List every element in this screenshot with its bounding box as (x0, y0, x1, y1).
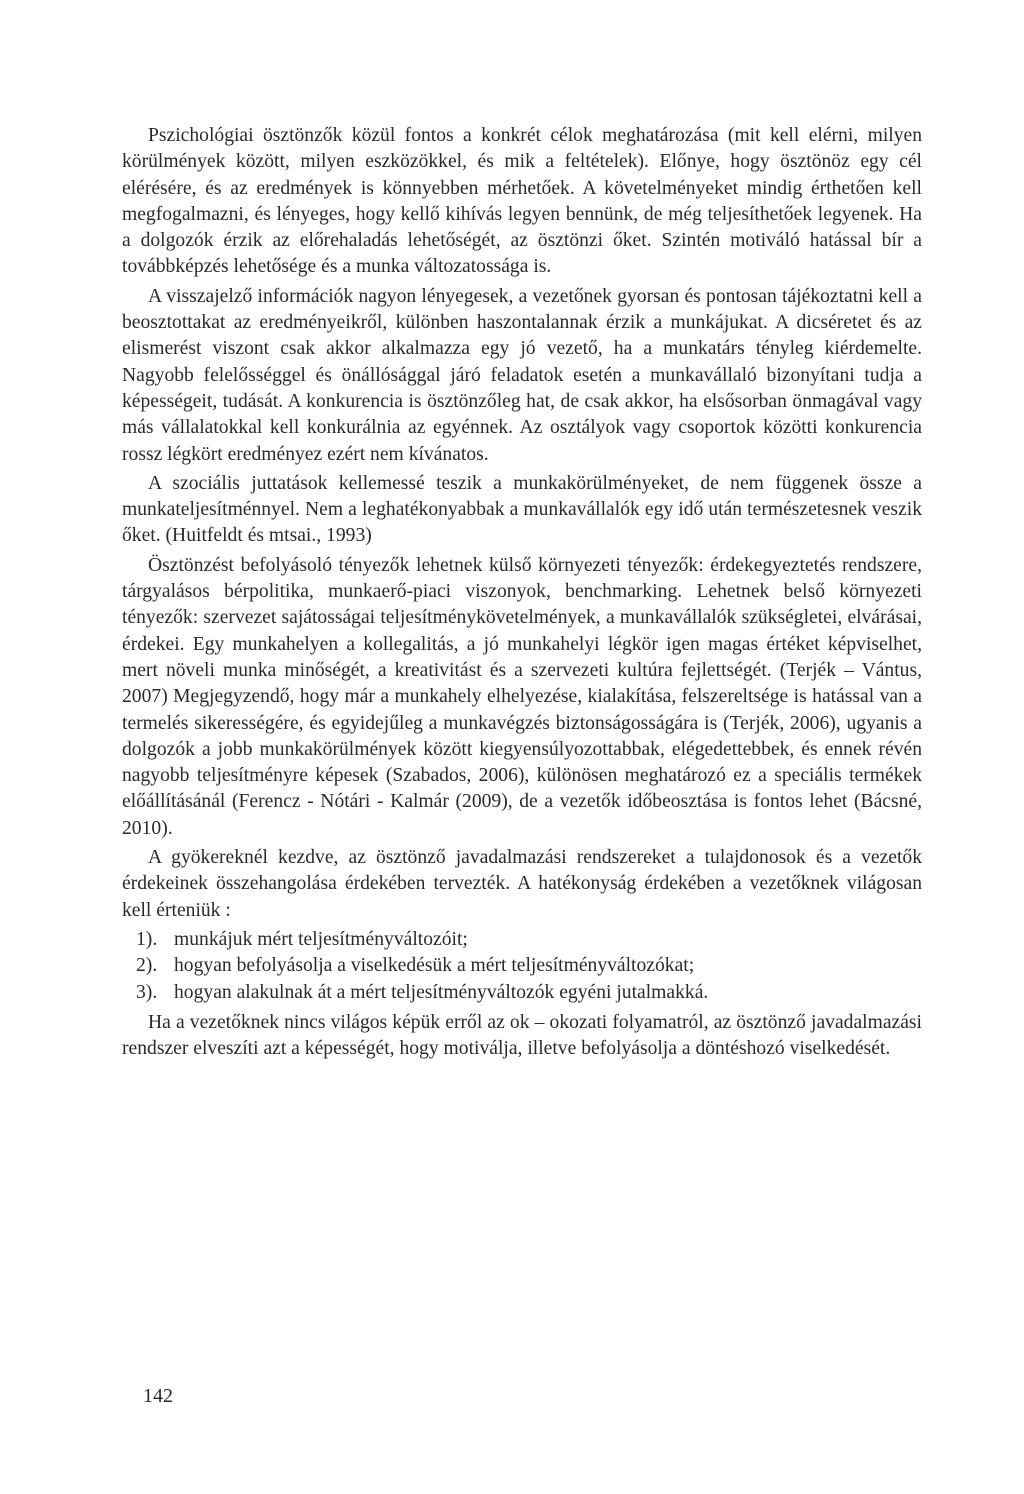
list-item (122, 953, 922, 979)
list-item (122, 980, 922, 1006)
list-item-text: hogyan befolyásolja a viselkedésük a mért teljesítményváltozókat; (174, 955, 695, 977)
list-item-text: munkájuk mért teljesítményváltozóit; (174, 928, 468, 950)
paragraph-psychological-incentives: Pszichológiai ösztönzők közül fontos a konkrét célok meghatározása (mit kell elérni, milyen körülmények között, milyen eszközökkel, és mik a feltételek). Előnye, hogy ösztönöz egy cél elérésére, és az eredmények is könnyebben mérhetőek. A követelményeket mindig érthetően kell megfogalmazni, és lényeges, hogy kellő kihívás legyen bennünk, de még teljesíthetőek legyenek. Ha a dolgozók érzik az előrehaladás lehetőségét, az ösztönzi őket. Szintén motiváló hatással bír a továbbképzés lehetősége és a munka változatossága is. (122, 125, 922, 278)
paragraph-conclusion: Ha a vezetőknek nincs világos képük erről az ok – okozati folyamatról, az ösztönző javadalmazási rendszer elveszíti azt a képességét, hogy motiválja, illetve befolyásolja a döntéshozó viselkedését. (122, 1011, 922, 1060)
list-item (122, 927, 922, 953)
paragraph-compensation-systems: A gyökereknél kezdve, az ösztönző javadalmazási rendszereket a tulajdonosok és a vezetők érdekeinek összehangolása érdekében tervezték. A hatékonyság érdekében a vezetőknek világosan kell érteniük : (122, 847, 922, 921)
paragraph-feedback-information: A visszajelző információk nagyon lényegesek, a vezetőnek gyorsan és pontosan tájékoztatni kell a beosztottakat az eredményeikről, különben haszontalannak érzik a munkájukat. A dicséretet és az elismerést viszont csak akkor alkalmazza egy jó vezető, ha a munkatárs tényleg kiérdemelte. Nagyobb felelősséggel és önállósággal járó feladatok esetén a munkavállaló bizonyítani tudja a képességeit, tudását. A konkurencia is ösztönzőleg hat, de csak akkor, ha elsősorban önmagával vagy más vállalatokkal kell konkurálnia az egyénnek. Az osztályok vagy csoportok közötti konkurencia rossz légkört eredményez ezért nem kívánatos. (122, 285, 922, 465)
list-item-number: 2). (136, 955, 158, 977)
page-number: 142 (143, 1385, 173, 1407)
list-item-text: hogyan alakulnak át a mért teljesítményváltozók egyéni jutalmakká. (174, 981, 709, 1003)
paragraph-influencing-factors: Ösztönzést befolyásoló tényezők lehetnek külső környezeti tényezők: érdekegyeztetés rendszere, tárgyalásos bérpolitika, munkaerő-piaci viszonyok, benchmarking. Lehetnek belső környezeti tényezők: szervezet sajátosságai teljesítménykövetelmények, a munkavállalók szükségletei, elvárásai, érdekei. Egy munkahelyen a kollegalitás, a jó munkahelyi légkör igen magas értéket képviselhet, mert növeli munka minőségét, a kreativitást és a szervezeti kultúra fejlettségét. (Terjék – Vántus, 2007) Megjegyzendő, hogy már a munkahely elhelyezése, kialakítása, felszereltsége is hatással van a termelés sikerességére, és egyidejűleg a munkavégzés biztonságosságára is (Terjék, 2006), ugyanis a dolgozók a jobb munkakörülmények között kiegyensúlyozottabbak, elégedettebbek, és ennek révén nagyobb teljesítményre képesek (Szabados, 2006), különösen meghatározó ez a speciális termékek előállításánál (Ferencz - Nótári - Kalmár (2009), de a vezetők időbeosztása is fontos lehet (Bácsné, 2010). (122, 554, 922, 839)
list-item-number: 3). (136, 981, 158, 1003)
numbered-list (122, 927, 922, 1006)
body-text (122, 123, 922, 1065)
list-item-number: 1). (136, 928, 158, 950)
paragraph-social-benefits: A szociális juttatások kellemessé teszik a munkakörülményeket, de nem függenek össze a munkateljesítménnyel. Nem a leghatékonyabbak a munkavállalók egy idő után természetesnek veszik őket. (Huitfeldt és mtsai., 1993) (122, 472, 922, 547)
